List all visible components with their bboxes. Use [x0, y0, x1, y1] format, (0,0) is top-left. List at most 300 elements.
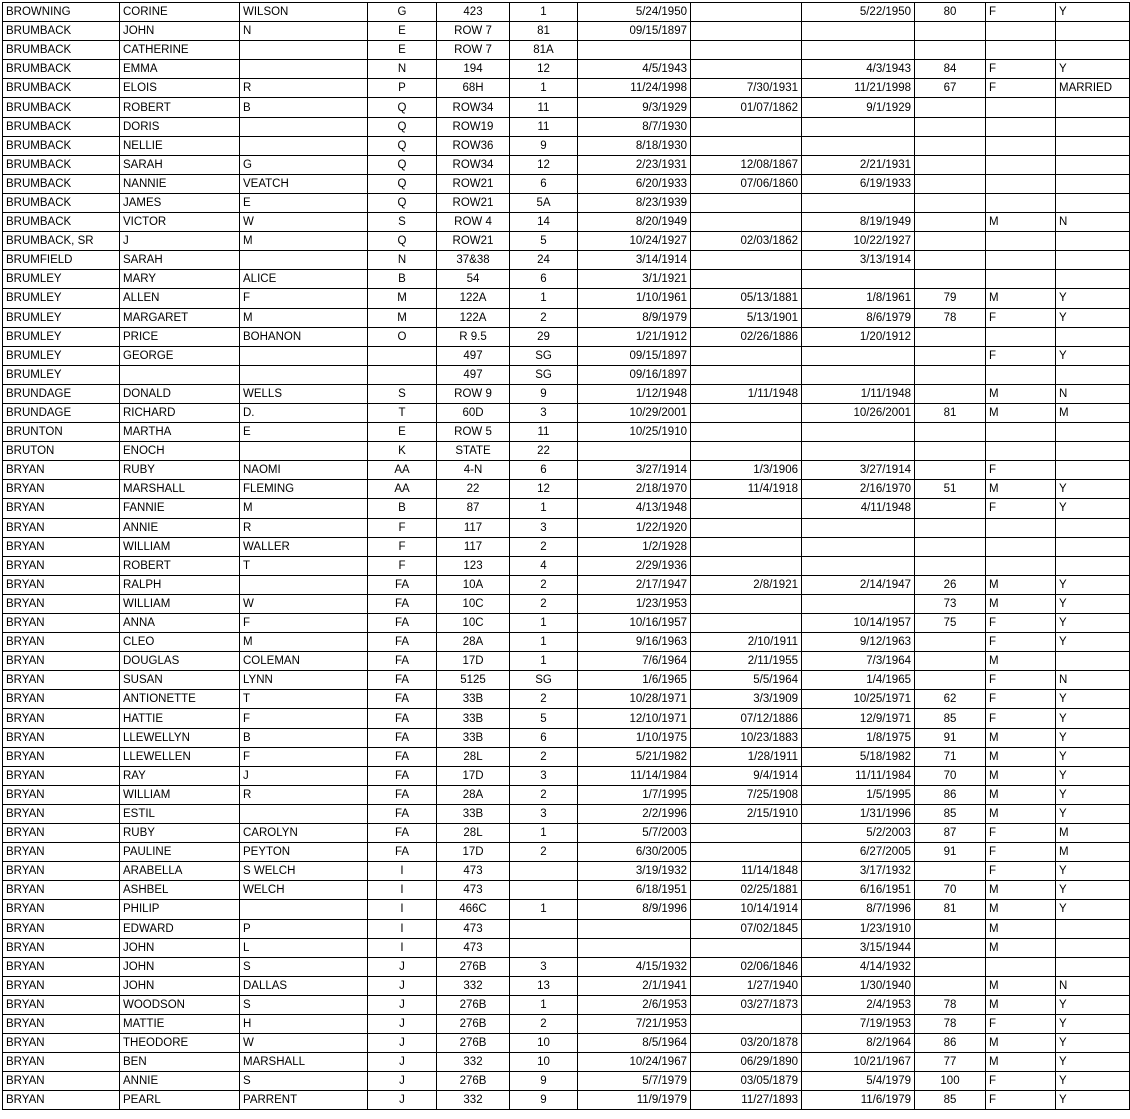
first-name-cell: NANNIE — [120, 174, 240, 193]
table-row — [3, 1053, 1130, 1072]
records-table — [2, 2, 1130, 1110]
sex-cell — [986, 556, 1056, 575]
birth-date-cell: 07/02/1845 — [691, 919, 802, 938]
birth-date-cell: 03/20/1878 — [691, 1034, 802, 1053]
sex-cell: F — [986, 461, 1056, 480]
burial-date-cell: 3/1/1921 — [578, 270, 691, 289]
sex-cell — [986, 327, 1056, 346]
death-date-cell: 1/31/1996 — [802, 804, 915, 823]
table-row — [3, 594, 1130, 613]
last-name-cell: BRUMBACK — [3, 213, 120, 232]
status-cell: Y — [1056, 346, 1130, 365]
birth-date-cell: 02/06/1846 — [691, 957, 802, 976]
section-cell: I — [368, 919, 437, 938]
status-cell: Y — [1056, 633, 1130, 652]
middle-name-cell: MARSHALL — [240, 1053, 368, 1072]
status-cell: M — [1056, 403, 1130, 422]
section-cell: FA — [368, 785, 437, 804]
death-date-cell: 3/13/1914 — [802, 251, 915, 270]
grave-cell: 1 — [510, 3, 578, 22]
status-cell — [1056, 174, 1130, 193]
grave-cell: 3 — [510, 766, 578, 785]
burial-date-cell: 1/10/1961 — [578, 289, 691, 308]
death-date-cell: 8/7/1996 — [802, 900, 915, 919]
sex-cell: M — [986, 384, 1056, 403]
grave-cell: 12 — [510, 60, 578, 79]
age-cell: 81 — [915, 900, 986, 919]
middle-name-cell: S — [240, 957, 368, 976]
section-cell: J — [368, 995, 437, 1014]
birth-date-cell — [691, 556, 802, 575]
age-cell: 87 — [915, 824, 986, 843]
table-row — [3, 938, 1130, 957]
section-cell: T — [368, 403, 437, 422]
grave-cell: 6 — [510, 728, 578, 747]
sex-cell: M — [986, 1053, 1056, 1072]
first-name-cell: DORIS — [120, 117, 240, 136]
grave-cell: 2 — [510, 594, 578, 613]
lot-cell: ROW 9 — [437, 384, 510, 403]
lot-cell: ROW21 — [437, 232, 510, 251]
section-cell: FA — [368, 843, 437, 862]
middle-name-cell: B — [240, 728, 368, 747]
age-cell — [915, 556, 986, 575]
middle-name-cell: DALLAS — [240, 976, 368, 995]
grave-cell: 12 — [510, 155, 578, 174]
birth-date-cell: 11/14/1848 — [691, 862, 802, 881]
lot-cell: 332 — [437, 1091, 510, 1110]
lot-cell: ROW19 — [437, 117, 510, 136]
section-cell: FA — [368, 690, 437, 709]
middle-name-cell: WELCH — [240, 881, 368, 900]
lot-cell: 28A — [437, 785, 510, 804]
sex-cell: F — [986, 1072, 1056, 1091]
last-name-cell: BRYAN — [3, 995, 120, 1014]
sex-cell: F — [986, 308, 1056, 327]
grave-cell: 12 — [510, 480, 578, 499]
lot-cell: 87 — [437, 499, 510, 518]
last-name-cell: BRYAN — [3, 652, 120, 671]
burial-date-cell: 7/6/1964 — [578, 652, 691, 671]
section-cell: S — [368, 213, 437, 232]
table-row — [3, 824, 1130, 843]
table-row — [3, 766, 1130, 785]
first-name-cell: MARGARET — [120, 308, 240, 327]
sex-cell: M — [986, 480, 1056, 499]
last-name-cell: BRYAN — [3, 824, 120, 843]
status-cell — [1056, 556, 1130, 575]
section-cell: E — [368, 22, 437, 41]
last-name-cell: BRUMBACK, SR — [3, 232, 120, 251]
lot-cell: 33B — [437, 728, 510, 747]
status-cell: Y — [1056, 308, 1130, 327]
section-cell: M — [368, 289, 437, 308]
last-name-cell: BRYAN — [3, 690, 120, 709]
death-date-cell: 7/3/1964 — [802, 652, 915, 671]
section-cell: O — [368, 327, 437, 346]
death-date-cell: 4/11/1948 — [802, 499, 915, 518]
burial-date-cell — [578, 41, 691, 60]
burial-date-cell: 2/18/1970 — [578, 480, 691, 499]
lot-cell: ROW 4 — [437, 213, 510, 232]
burial-date-cell — [578, 442, 691, 461]
grave-cell: 2 — [510, 537, 578, 556]
death-date-cell: 6/19/1933 — [802, 174, 915, 193]
burial-date-cell: 7/21/1953 — [578, 1014, 691, 1033]
middle-name-cell: PARRENT — [240, 1091, 368, 1110]
middle-name-cell: F — [240, 289, 368, 308]
lot-cell: 4-N — [437, 461, 510, 480]
grave-cell: 4 — [510, 556, 578, 575]
grave-cell: 2 — [510, 575, 578, 594]
first-name-cell: PRICE — [120, 327, 240, 346]
lot-cell: R 9.5 — [437, 327, 510, 346]
age-cell — [915, 98, 986, 117]
middle-name-cell: N — [240, 22, 368, 41]
table-row — [3, 556, 1130, 575]
first-name-cell: JAMES — [120, 193, 240, 212]
grave-cell: 10 — [510, 1053, 578, 1072]
table-row — [3, 900, 1130, 919]
middle-name-cell: PEYTON — [240, 843, 368, 862]
birth-date-cell — [691, 938, 802, 957]
sex-cell: M — [986, 652, 1056, 671]
grave-cell: 9 — [510, 384, 578, 403]
last-name-cell: BRYAN — [3, 1091, 120, 1110]
section-cell: F — [368, 556, 437, 575]
grave-cell: 2 — [510, 308, 578, 327]
lot-cell: 17D — [437, 843, 510, 862]
burial-date-cell: 11/14/1984 — [578, 766, 691, 785]
age-cell — [915, 862, 986, 881]
death-date-cell — [802, 117, 915, 136]
middle-name-cell: B — [240, 98, 368, 117]
section-cell: M — [368, 308, 437, 327]
last-name-cell: BRUTON — [3, 442, 120, 461]
last-name-cell: BRYAN — [3, 461, 120, 480]
birth-date-cell: 06/29/1890 — [691, 1053, 802, 1072]
lot-cell: 28L — [437, 824, 510, 843]
status-cell: MARRIED — [1056, 79, 1130, 98]
burial-date-cell: 1/21/1912 — [578, 327, 691, 346]
table-row — [3, 289, 1130, 308]
middle-name-cell: M — [240, 232, 368, 251]
middle-name-cell — [240, 117, 368, 136]
sex-cell: M — [986, 594, 1056, 613]
first-name-cell: ANNA — [120, 614, 240, 633]
last-name-cell: BRYAN — [3, 862, 120, 881]
section-cell: Q — [368, 136, 437, 155]
table-row — [3, 709, 1130, 728]
section-cell: FA — [368, 766, 437, 785]
middle-name-cell — [240, 442, 368, 461]
burial-date-cell: 09/15/1897 — [578, 346, 691, 365]
last-name-cell: BRUNDAGE — [3, 403, 120, 422]
table-row — [3, 881, 1130, 900]
lot-cell: 10C — [437, 614, 510, 633]
lot-cell: 276B — [437, 1014, 510, 1033]
grave-cell: 1 — [510, 633, 578, 652]
burial-date-cell: 2/29/1936 — [578, 556, 691, 575]
lot-cell: 194 — [437, 60, 510, 79]
middle-name-cell: H — [240, 1014, 368, 1033]
lot-cell: 60D — [437, 403, 510, 422]
lot-cell: ROW 7 — [437, 41, 510, 60]
section-cell: Q — [368, 98, 437, 117]
table-row — [3, 174, 1130, 193]
burial-date-cell: 10/24/1927 — [578, 232, 691, 251]
middle-name-cell: W — [240, 1034, 368, 1053]
middle-name-cell: ALICE — [240, 270, 368, 289]
burial-date-cell: 5/7/1979 — [578, 1072, 691, 1091]
first-name-cell: BEN — [120, 1053, 240, 1072]
burial-date-cell: 3/14/1914 — [578, 251, 691, 270]
first-name-cell: CLEO — [120, 633, 240, 652]
first-name-cell: VICTOR — [120, 213, 240, 232]
section-cell: AA — [368, 461, 437, 480]
last-name-cell: BRUMBACK — [3, 60, 120, 79]
section-cell: B — [368, 499, 437, 518]
birth-date-cell: 01/07/1862 — [691, 98, 802, 117]
birth-date-cell: 7/25/1908 — [691, 785, 802, 804]
section-cell: Q — [368, 232, 437, 251]
birth-date-cell: 07/12/1886 — [691, 709, 802, 728]
birth-date-cell: 03/05/1879 — [691, 1072, 802, 1091]
table-row — [3, 346, 1130, 365]
sex-cell: M — [986, 881, 1056, 900]
burial-date-cell: 6/18/1951 — [578, 881, 691, 900]
last-name-cell: BRUMBACK — [3, 117, 120, 136]
first-name-cell: RUBY — [120, 461, 240, 480]
lot-cell: ROW 5 — [437, 423, 510, 442]
section-cell: FA — [368, 824, 437, 843]
sex-cell — [986, 117, 1056, 136]
age-cell — [915, 537, 986, 556]
status-cell: Y — [1056, 995, 1130, 1014]
age-cell — [915, 919, 986, 938]
table-row — [3, 499, 1130, 518]
table-row — [3, 1072, 1130, 1091]
section-cell: I — [368, 900, 437, 919]
age-cell — [915, 232, 986, 251]
section-cell: P — [368, 79, 437, 98]
grave-cell: 9 — [510, 1072, 578, 1091]
last-name-cell: BRUMBACK — [3, 136, 120, 155]
burial-date-cell — [578, 938, 691, 957]
grave-cell: SG — [510, 365, 578, 384]
birth-date-cell: 07/06/1860 — [691, 174, 802, 193]
birth-date-cell: 11/4/1918 — [691, 480, 802, 499]
sex-cell: M — [986, 289, 1056, 308]
grave-cell — [510, 862, 578, 881]
lot-cell: ROW 7 — [437, 22, 510, 41]
age-cell — [915, 652, 986, 671]
birth-date-cell — [691, 403, 802, 422]
birth-date-cell: 7/30/1931 — [691, 79, 802, 98]
table-row — [3, 728, 1130, 747]
age-cell: 91 — [915, 843, 986, 862]
table-row — [3, 442, 1130, 461]
birth-date-cell: 2/15/1910 — [691, 804, 802, 823]
status-cell: Y — [1056, 804, 1130, 823]
first-name-cell: LLEWELLEN — [120, 747, 240, 766]
first-name-cell: RALPH — [120, 575, 240, 594]
sex-cell: M — [986, 403, 1056, 422]
records-table-body — [3, 3, 1130, 1110]
burial-date-cell: 10/29/2001 — [578, 403, 691, 422]
table-row — [3, 251, 1130, 270]
first-name-cell: HATTIE — [120, 709, 240, 728]
grave-cell: 1 — [510, 824, 578, 843]
first-name-cell: ESTIL — [120, 804, 240, 823]
birth-date-cell: 9/4/1914 — [691, 766, 802, 785]
middle-name-cell: T — [240, 690, 368, 709]
death-date-cell: 3/17/1932 — [802, 862, 915, 881]
age-cell: 73 — [915, 594, 986, 613]
death-date-cell — [802, 193, 915, 212]
birth-date-cell — [691, 365, 802, 384]
lot-cell: 33B — [437, 804, 510, 823]
status-cell: Y — [1056, 1014, 1130, 1033]
first-name-cell: RICHARD — [120, 403, 240, 422]
status-cell: Y — [1056, 499, 1130, 518]
death-date-cell — [802, 22, 915, 41]
section-cell: I — [368, 938, 437, 957]
birth-date-cell: 1/27/1940 — [691, 976, 802, 995]
middle-name-cell: R — [240, 785, 368, 804]
burial-date-cell: 10/24/1967 — [578, 1053, 691, 1072]
table-row — [3, 747, 1130, 766]
death-date-cell: 10/22/1927 — [802, 232, 915, 251]
sex-cell: F — [986, 346, 1056, 365]
age-cell: 70 — [915, 881, 986, 900]
last-name-cell: BRUMLEY — [3, 346, 120, 365]
death-date-cell: 10/14/1957 — [802, 614, 915, 633]
middle-name-cell — [240, 575, 368, 594]
section-cell: FA — [368, 633, 437, 652]
age-cell — [915, 957, 986, 976]
status-cell: Y — [1056, 690, 1130, 709]
table-row — [3, 843, 1130, 862]
burial-date-cell: 1/23/1953 — [578, 594, 691, 613]
lot-cell: 5125 — [437, 671, 510, 690]
birth-date-cell — [691, 346, 802, 365]
middle-name-cell: F — [240, 614, 368, 633]
burial-date-cell: 11/9/1979 — [578, 1091, 691, 1110]
first-name-cell: DONALD — [120, 384, 240, 403]
section-cell: FA — [368, 709, 437, 728]
sex-cell — [986, 98, 1056, 117]
sex-cell: F — [986, 824, 1056, 843]
table-row — [3, 136, 1130, 155]
birth-date-cell: 02/26/1886 — [691, 327, 802, 346]
age-cell: 81 — [915, 403, 986, 422]
middle-name-cell: M — [240, 499, 368, 518]
middle-name-cell — [240, 60, 368, 79]
grave-cell: 6 — [510, 174, 578, 193]
middle-name-cell — [240, 41, 368, 60]
lot-cell: 22 — [437, 480, 510, 499]
age-cell: 78 — [915, 995, 986, 1014]
last-name-cell: BRYAN — [3, 976, 120, 995]
birth-date-cell: 12/08/1867 — [691, 155, 802, 174]
age-cell — [915, 136, 986, 155]
death-date-cell: 9/1/1929 — [802, 98, 915, 117]
lot-cell: 466C — [437, 900, 510, 919]
birth-date-cell — [691, 117, 802, 136]
section-cell: F — [368, 518, 437, 537]
middle-name-cell: FLEMING — [240, 480, 368, 499]
burial-date-cell: 8/9/1979 — [578, 308, 691, 327]
section-cell: J — [368, 1091, 437, 1110]
birth-date-cell — [691, 1014, 802, 1033]
grave-cell: 13 — [510, 976, 578, 995]
first-name-cell: J — [120, 232, 240, 251]
lot-cell: 10A — [437, 575, 510, 594]
status-cell: Y — [1056, 766, 1130, 785]
first-name-cell: SUSAN — [120, 671, 240, 690]
status-cell: Y — [1056, 594, 1130, 613]
first-name-cell: CORINE — [120, 3, 240, 22]
age-cell — [915, 442, 986, 461]
middle-name-cell: LYNN — [240, 671, 368, 690]
last-name-cell: BRUMFIELD — [3, 251, 120, 270]
table-row — [3, 671, 1130, 690]
table-row — [3, 155, 1130, 174]
sex-cell: F — [986, 614, 1056, 633]
grave-cell: 5 — [510, 709, 578, 728]
first-name-cell: JOHN — [120, 976, 240, 995]
middle-name-cell: R — [240, 518, 368, 537]
section-cell: I — [368, 862, 437, 881]
first-name-cell: CATHERINE — [120, 41, 240, 60]
birth-date-cell: 03/27/1873 — [691, 995, 802, 1014]
sex-cell — [986, 423, 1056, 442]
last-name-cell: BRYAN — [3, 1014, 120, 1033]
lot-cell: 28A — [437, 633, 510, 652]
death-date-cell: 1/8/1961 — [802, 289, 915, 308]
section-cell: I — [368, 881, 437, 900]
grave-cell: SG — [510, 346, 578, 365]
table-row — [3, 614, 1130, 633]
sex-cell: F — [986, 3, 1056, 22]
sex-cell: M — [986, 900, 1056, 919]
last-name-cell: BRYAN — [3, 575, 120, 594]
burial-date-cell: 5/7/2003 — [578, 824, 691, 843]
first-name-cell: PAULINE — [120, 843, 240, 862]
first-name-cell: SARAH — [120, 251, 240, 270]
grave-cell — [510, 919, 578, 938]
burial-date-cell: 5/21/1982 — [578, 747, 691, 766]
sex-cell: M — [986, 919, 1056, 938]
section-cell: FA — [368, 747, 437, 766]
burial-date-cell: 9/16/1963 — [578, 633, 691, 652]
lot-cell: 332 — [437, 1053, 510, 1072]
age-cell — [915, 938, 986, 957]
age-cell: 86 — [915, 1034, 986, 1053]
grave-cell: 29 — [510, 327, 578, 346]
grave-cell: 11 — [510, 423, 578, 442]
grave-cell: 1 — [510, 652, 578, 671]
burial-date-cell — [578, 919, 691, 938]
lot-cell: ROW21 — [437, 174, 510, 193]
section-cell: J — [368, 1072, 437, 1091]
sex-cell: M — [986, 938, 1056, 957]
age-cell: 85 — [915, 804, 986, 823]
birth-date-cell — [691, 843, 802, 862]
death-date-cell — [802, 442, 915, 461]
age-cell: 71 — [915, 747, 986, 766]
